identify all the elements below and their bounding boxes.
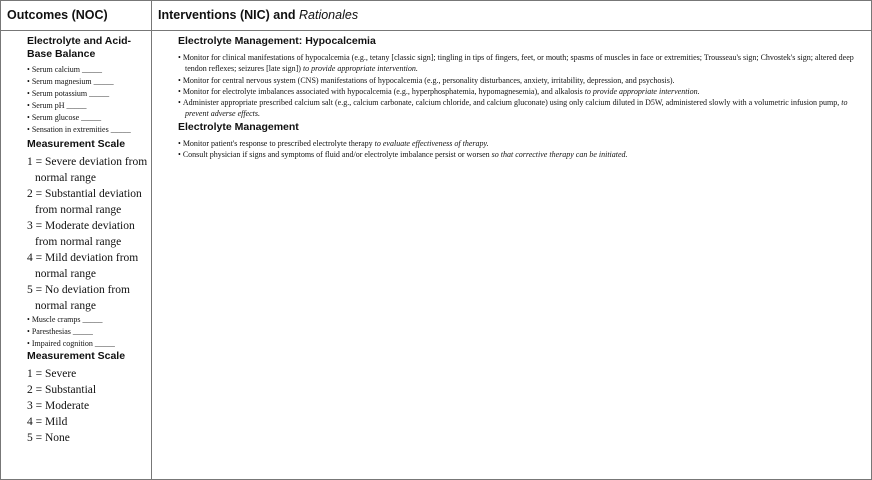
list-item: • Muscle cramps _____: [27, 314, 149, 326]
intervention-text: Administer appropriate prescribed calcium salt (e.g., calcium carbonate, calcium chloride, and calcium gluconate) using only calcium diluted in D5W, administered slowly with a volumetric infusion pump,: [182, 98, 840, 108]
intervention-text: Monitor patient's response to prescribed electrolyte therapy: [182, 138, 373, 148]
list-item: • Sensation in extremities _____: [27, 124, 149, 136]
list-item: [178, 149, 868, 160]
intervention-list: [178, 52, 868, 120]
intervention-text: Consult physician if signs and symptoms of fluid and/or electrolyte imbalance persist or worsen: [182, 150, 490, 160]
rationale-text: to provide appropriate intervention.: [302, 64, 418, 74]
intervention-list-2: [178, 138, 868, 161]
interventions-column: [178, 35, 868, 160]
measurement-scale-list: [27, 154, 149, 314]
outcomes-header: Outcomes (NOC): [7, 8, 108, 22]
list-item: 5 = No deviation from normal range: [27, 284, 130, 312]
list-item: [178, 86, 868, 97]
list-item: 3 = Moderate deviation from normal range: [27, 220, 135, 248]
list-item: • Serum glucose _____: [27, 112, 149, 124]
intervention-section-title-2: Electrolyte Management: [178, 120, 299, 133]
interventions-header-text: Interventions (NIC) and: [158, 8, 296, 22]
list-item: • Impaired cognition _____: [27, 338, 149, 350]
list-item: 2 = Substantial: [27, 384, 97, 396]
list-item: 3 = Moderate: [27, 400, 90, 412]
indicator-list: [27, 64, 149, 136]
list-item: • Serum potassium _____: [27, 88, 149, 100]
list-item: 2 = Substantial deviation from normal range: [27, 188, 142, 216]
interventions-header: [158, 8, 358, 22]
list-item: [178, 97, 868, 120]
list-item: [178, 75, 868, 86]
outcome-section-title: Electrolyte and Acid-Base Balance: [27, 35, 132, 60]
measurement-scale-title: Measurement Scale: [27, 138, 126, 150]
indicator-list-2: [27, 314, 149, 350]
table-header: [1, 1, 871, 31]
list-item: [178, 138, 868, 149]
list-item: • Serum pH _____: [27, 100, 149, 112]
list-item: [178, 52, 868, 75]
list-item: 1 = Severe: [27, 368, 77, 380]
list-item: • Serum magnesium _____: [27, 76, 149, 88]
rationale-text: to prevent adverse effects.: [185, 98, 848, 119]
intervention-text: Monitor for central nervous system (CNS) manifestations of hypocalcemia (e.g., personality disturbances, anxiety, irritability, depression, and psychosis).: [182, 75, 675, 85]
list-item: 5 = None: [27, 432, 70, 444]
rationale-text: to evaluate effectiveness of therapy.: [374, 138, 489, 148]
outcomes-column: [27, 35, 149, 446]
list-item: 1 = Severe deviation from normal range: [27, 156, 148, 184]
list-item: 4 = Mild: [27, 416, 68, 428]
rationale-text: so that corrective therapy can be initiated.: [491, 150, 628, 160]
measurement-scale-title-2: Measurement Scale: [27, 350, 126, 362]
intervention-text: Monitor for electrolyte imbalances associated with hypocalcemia (e.g., hyperphosphatemia, hypomagnesemia), and alkalosis: [182, 86, 583, 96]
intervention-section-title: Electrolyte Management: Hypocalcemia: [178, 35, 376, 47]
measurement-scale-list-2: [27, 366, 149, 446]
list-item: • Serum calcium _____: [27, 64, 149, 76]
column-divider: [151, 1, 152, 479]
rationale-text: to provide appropriate intervention.: [584, 86, 700, 96]
intervention-text: Monitor for clinical manifestations of hypocalcemia (e.g., tetany [classic sign]; tingling in tips of fingers, feet, or mouth; spasms of muscles in face or extremities; Trousseau's sign; Chvostek's sign; altered deep tendon reflexes; seizures [late sign]): [182, 53, 854, 74]
list-item: 4 = Mild deviation from normal range: [27, 252, 139, 280]
list-item: • Paresthesias _____: [27, 326, 149, 338]
rationales-header-text: Rationales: [299, 8, 359, 22]
